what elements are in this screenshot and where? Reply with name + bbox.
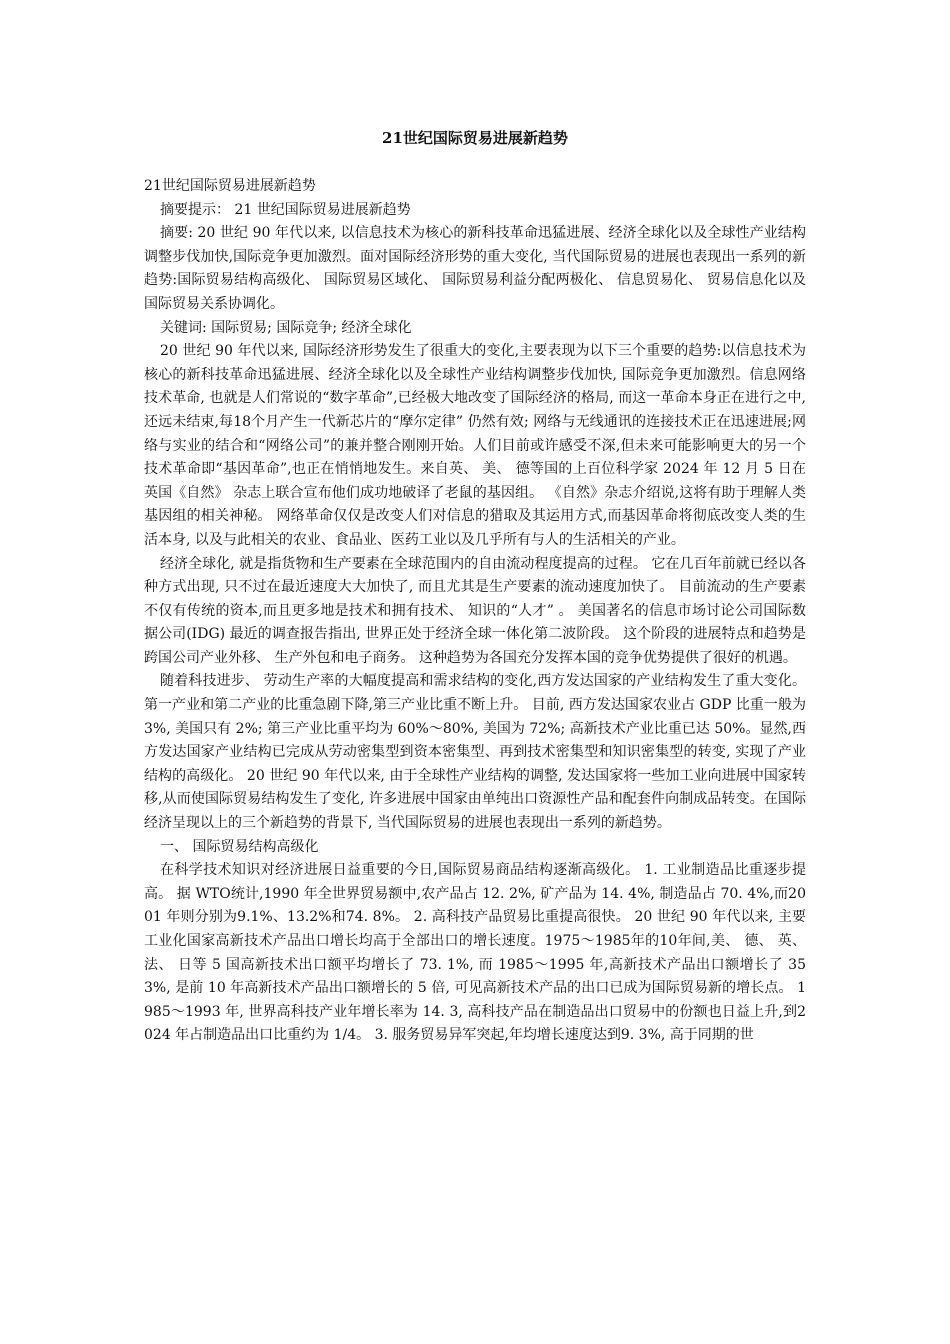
abstract-paragraph: 摘要: 20 世纪 90 年代以来, 以信息技术为核心的新科技革命迅猛进展、经济全球化以及全球性产业结构调整步伐加快,国际竞争更加激烈。面对国际经济形势的重大变化, 当代国际贸易的进展也表现出一系列的新趋势:国际贸易结构高级化、 国际贸易区域化、 国际贸易利益分配两极化、 信息贸易化、 贸易信息化以及国际贸易关系协调化。: [144, 225, 806, 312]
keywords-paragraph: 关键词: 国际贸易; 国际竞争; 经济全球化: [160, 319, 412, 336]
body-paragraph: 20 世纪 90 年代以来, 国际经济形势发生了很重大的变化,主要表现为以下三个重要的趋势:以信息技术为核心的新科技革命迅猛进展、经济全球化以及全球性产业结构调整步伐加快, 国际竞争更加激烈。信息网络技术革命, 也就是人们常说的“数字革命”,已经极大地改变了国际经济的格局, 而这一革命本身正在进行之中,还远未结束,每18个月产生一代新芯片的“摩尔定律” 仍然有效; 网络与无线通讯的连接技术正在迅速进展;网络与实业的结合和“网络公司”的兼并整合刚刚开始。人们目前或许感受不深,但未来可能影响更大的另一个技术革命即“基因革命”,也正在悄悄地发生。来自英、 美、 德等国的上百位科学家 2024 年 12 月 5 日在英国《自然》 杂志上联合宣布他们成功地破译了老鼠的基因组。 《自然》杂志介绍说,这将有助于理解人类基因组的相关神秘。 网络革命仅仅是改变人们对信息的猎取及其运用方式,而基因革命将彻底改变人类的生活本身, 以及与此相关的农业、食品业、医药工业以及几乎所有与人的生活相关的产业。: [144, 343, 806, 548]
body-paragraph: 在科学技术知识对经济进展日益重要的今日,国际贸易商品结构逐渐高级化。 1. 工业制造品比重逐步提高。 据 WTO统计,1990 年全世界贸易额中,农产品占 12. 2%, 矿产品为 14. 4%, 制造品占 70. 4%,而2001 年则分别为9.1%、13.2%和74. 8%。 2. 高科技产品贸易比重提高很快。 20 世纪 90 年代以来, 主要工业化国家高新技术产品出口增长均高于全部出口的增长速度。1975～1985年的10年间,美、 德、 英、 法、 日等 5 国高新技术出口额平均增长了 73. 1%, 而 1985～1995 年,高新技术产品出口额增长了 353%, 是前 10 年高新技术产品出口额增长的 5 倍, 可见高新技术产品的出口已成为国际贸易新的增长点。 1985～1993 年, 世界高科技产业年增长率为 14. 3, 高科技产品在制造品出口贸易中的份额也日益上升,到2024 年占制造品出口比重约为 1/4。 3. 服务贸易异军突起,年均增长速度达到9. 3%, 高于同期的世: [144, 862, 806, 1044]
body-paragraph: 随着科技进步、 劳动生产率的大幅度提高和需求结构的变化,西方发达国家的产业结构发生了重大变化。 第一产业和第二产业的比重急剧下降,第三产业比重不断上升。 目前, 西方发达国家农业占 GDP 比重一般为 3%, 美国只有 2%; 第三产业比重平均为 60%～80%, 美国为 72%; 高新技术产业比重已达 50%。显然,西方发达国家产业结构已完成从劳动密集型到资本密集型、再到技术密集型和知识密集型的转变, 实现了产业结构的高级化。 20 世纪 90 年代以来, 由于全球性产业结构的调整, 发达国家将一些加工业向进展中国家转移,从而使国际贸易结构发生了变化, 许多进展中国家由单纯出口资源性产品和配套件向制成品转变。在国际经济呈现以上的三个新趋势的背景下, 当代国际贸易的进展也表现出一系列的新趋势。: [144, 673, 806, 832]
document-title: 21世纪国际贸易进展新趋势: [382, 129, 568, 147]
document-body: [144, 175, 806, 1048]
abstract-hint-paragraph: 摘要提示： 21 世纪国际贸易进展新趋势: [160, 201, 411, 218]
body-heading: 21世纪国际贸易进展新趋势: [144, 178, 316, 194]
section-heading: 一、 国际贸易结构高级化: [160, 838, 319, 855]
body-paragraph: 经济全球化, 就是指货物和生产要素在全球范围内的自由流动程度提高的过程。 它在几百年前就已经以各种方式出现, 只不过在最近速度大大加快了, 而且尤其是生产要素的流动速度加快了。 目前流动的生产要素不仅有传统的资本,而且更多地是技术和拥有技术、 知识的“人才” 。 美国著名的信息市场讨论公司国际数据公司(IDG) 最近的调查报告指出, 世界正处于经济全球一体化第二波阶段。 这个阶段的进展特点和趋势是跨国公司产业外移、 生产外包和电子商务。 这种趋势为各国充分发挥本国的竞争优势提供了很好的机遇。: [144, 555, 806, 666]
